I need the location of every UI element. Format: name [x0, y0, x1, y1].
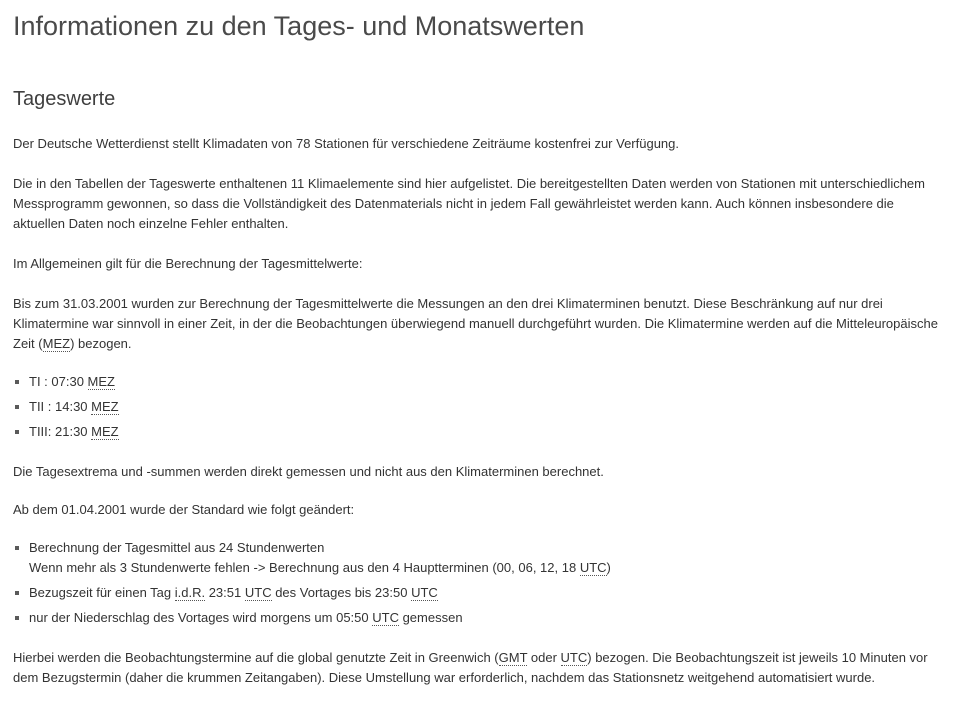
list-item-termin	[13, 372, 947, 392]
section-title-tageswerte: Tageswerte	[13, 88, 116, 110]
change-text: nur der Niederschlag des Vortages wird morgens um 05:50	[29, 610, 373, 625]
change-text: )	[606, 560, 611, 575]
change-text: gemessen	[398, 610, 463, 625]
paragraph-klimatermine	[13, 294, 947, 354]
termin-label: TIII: 21:30	[29, 424, 92, 439]
paragraph-klimadaten: Der Deutsche Wetterdienst stellt Klimadaten von 78 Stationen für verschiedene Zeiträume kostenfrei zur Verfügung.	[13, 136, 680, 151]
list-item-change	[13, 538, 947, 578]
abbr-mez: MEZ	[91, 424, 119, 439]
list-item-change	[13, 608, 947, 628]
paragraph-klimatermine-text: Bis zum 31.03.2001 wurden zur Berechnung der Tagesmittelwerte die Messungen an den drei Klimaterminen benutzt. Diese Beschränkung auf nur drei Klimatermine war sinnvoll in einer Zeit, in der die Beobachtungen überwiegend manuell durchgeführt wurden. Die Klimatermine werden auf die Mitteleuropäische Zeit (	[13, 296, 938, 351]
klimatermine-list	[13, 372, 947, 442]
change-text: Berechnung der Tagesmittel aus 24 Stundenwerten	[29, 540, 325, 555]
abbr-gmt: GMT	[498, 650, 528, 665]
paragraph-berechnung-intro: Im Allgemeinen gilt für die Berechnung der Tagesmittelwerte:	[13, 256, 363, 271]
page-title: Informationen zu den Tages- und Monatswerten	[13, 11, 585, 41]
termin-label: TI : 07:30	[29, 374, 88, 389]
abbr-utc: UTC	[372, 610, 399, 625]
abbr-idr: i.d.R.	[174, 585, 206, 600]
list-item-termin	[13, 422, 947, 442]
change-text: des Vortages bis 23:50	[271, 585, 412, 600]
change-text: Wenn mehr als 3 Stundenwerte fehlen -> Berechnung aus den 4 Hauptterminen (00, 06, 12, 18	[29, 560, 580, 575]
change-text: Bezugszeit für einen Tag	[29, 585, 175, 600]
termin-label: TII : 14:30	[29, 399, 92, 414]
abbr-mez: MEZ	[42, 336, 71, 351]
paragraph-tagesextrema: Die Tagesextrema und -summen werden direkt gemessen und nicht aus den Klimaterminen berechnet.	[13, 464, 604, 479]
paragraph-klimatermine-end: ) bezogen.	[70, 336, 132, 351]
changes-list	[13, 538, 947, 628]
paragraph-beobachtungstermine	[13, 648, 947, 688]
paragraph-text: ) bezogen. Die Beobachtungszeit ist jeweils 10 Minuten vor dem Bezugstermin (daher die krummen Zeitangaben). Diese Umstellung war erforderlich, nachdem das Stationsnetz weitgehend automatisiert wurde.	[13, 650, 928, 685]
abbr-mez: MEZ	[87, 374, 115, 389]
abbr-mez: MEZ	[91, 399, 119, 414]
list-item-change	[13, 583, 947, 603]
paragraph-klimaelemente: Die in den Tabellen der Tageswerte enthaltenen 11 Klimaelemente sind hier aufgelistet. Die bereitgestellten Daten werden von Stationen mit unterschiedlichem Messprogramm gewonnen, so dass die Vollständigkeit des Datenmaterials nicht in jedem Fall gewährleistet werden kann. Auch können insbesondere die aktuellen Daten noch einzelne Fehler enthalten.	[13, 176, 925, 231]
list-item-termin	[13, 397, 947, 417]
abbr-utc: UTC	[560, 650, 588, 665]
abbr-utc: UTC	[579, 560, 607, 575]
change-text: 23:51	[205, 585, 245, 600]
abbr-utc: UTC	[411, 585, 438, 600]
paragraph-text: oder	[527, 650, 561, 665]
paragraph-standard-geaendert: Ab dem 01.04.2001 wurde der Standard wie folgt geändert:	[13, 502, 355, 517]
abbr-utc: UTC	[244, 585, 272, 600]
paragraph-text: Hierbei werden die Beobachtungstermine auf die global genutzte Zeit in Greenwich (	[13, 650, 499, 665]
